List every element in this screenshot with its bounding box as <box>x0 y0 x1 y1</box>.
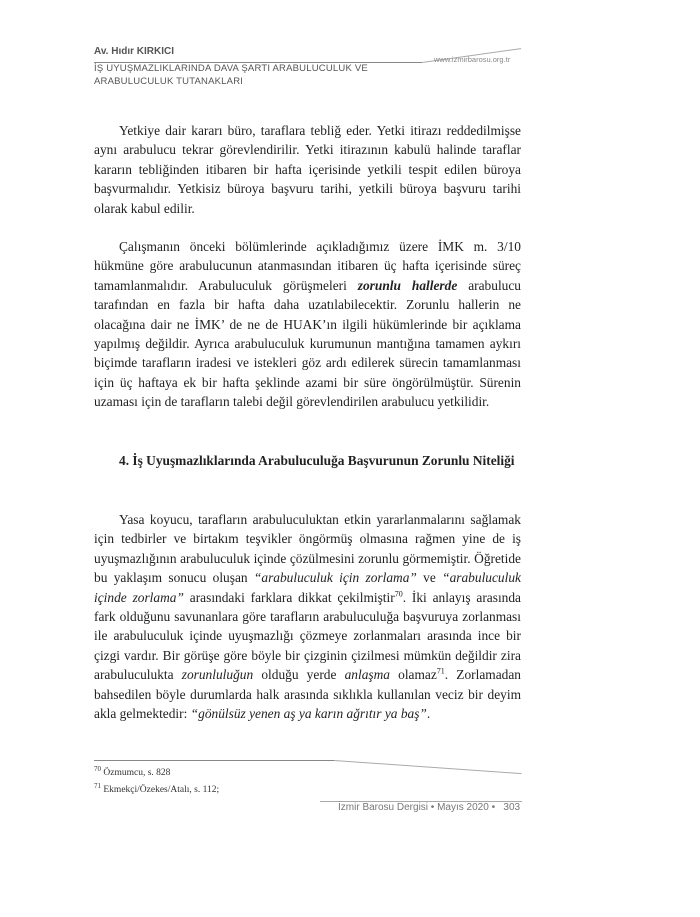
p3-part6: olamaz <box>389 667 437 683</box>
p3-part5: olduğu yerde <box>253 667 345 683</box>
footer-page-number: 303 <box>503 802 521 813</box>
p3-italic2: anlaşma <box>344 667 390 683</box>
paragraph-2 <box>94 237 521 412</box>
p3-part7: . Zorlamadan bahsedilen böyle durumlarda halk arasında sıklıkla kullanılan veciz bir deyim akla gelmektedir: <box>94 667 521 722</box>
footer-journal: İzmir Barosu Dergisi <box>338 802 429 813</box>
paragraph-3-text <box>94 510 521 723</box>
header-website: www.izmirbarosu.org.tr <box>434 55 511 64</box>
p3-quote2: “arabuluculuk içinde zorlama” <box>94 570 521 605</box>
footnote-71 <box>94 781 220 795</box>
p3-quote3: “gönülsüz yenen aş ya karın ağrıtır ya baş” <box>190 706 427 722</box>
footnote-divider-slant <box>334 760 522 774</box>
footnote-71-number: 71 <box>94 781 101 790</box>
footnote-70 <box>94 764 171 778</box>
p3-part2: ve <box>416 570 443 586</box>
header-title <box>94 63 368 88</box>
p3-part4: . İki anlayış arasında fark olduğunu savunanlara göre tarafların arabuluculuğa başvuruya zorlanması ile arabuluculuk içinde uyuşmazlığı çözmeye zorlanmaları arasında ince bir çizgi vardır. Bir görüşe göre böyle bir çizginin çizilmesi mümkün değildir zira arabuluculukta <box>94 589 522 683</box>
paragraph-2-emphasis: zorunlu hallerde <box>357 277 458 293</box>
footnote-divider <box>94 760 334 761</box>
footnote-70-number: 70 <box>94 764 101 773</box>
p3-part8: . <box>426 706 431 722</box>
paragraph-2-part1: Çalışmanın önceki bölümlerinde açıkladığımız üzere İMK m. 3/10 hükmüne göre arabulucunun atanmasından itibaren üç hafta içerisinde süreç tamamlanmalıdır. Arabuluculuk görüşmeleri <box>94 239 521 293</box>
p3-part3: arasındaki farklara dikkat çekilmiştir <box>183 589 395 605</box>
section-heading: 4. İş Uyuşmazlıklarında Arabuluculuğa Başvurunun Zorunlu Niteliği <box>119 453 515 468</box>
footnote-71-text: Ekmekçi/Özekes/Atalı, s. 112; <box>103 785 220 795</box>
header-author: Av. Hıdır KIRKICI <box>94 46 175 57</box>
page-footer: İzmir Barosu Dergisi • Mayıs 2020 • 303 <box>338 802 521 813</box>
footnote-ref-71[interactable]: 71 <box>436 666 445 676</box>
paragraph-1 <box>94 121 521 218</box>
paragraph-2-part2: arabulucu tarafından en fazla bir hafta daha uzatılabilecektir. Zorunlu hallerin ne olacağına dair ne İMK’ de ne de HUAK’ın ilgili hükümlerinde bir açıklama yapılmış değildir. Ayrıca arabuluculuk kurumunun mantığına tamamen aykırı biçimde tarafların iradesi ve istekleri göz ardı edilerek sürecin tamamlanması için üç haftaya ek bir hafta şeklinde azami bir süre öngörülmüştür. Sürenin uzaması için de tarafların talebi değil görevlendirilen arabulucu yetkilidir. <box>94 277 521 410</box>
paragraph-3 <box>94 510 521 723</box>
p3-italic1: zorunluluğun <box>181 667 254 683</box>
footnote-ref-70[interactable]: 70 <box>394 589 403 599</box>
p3-part1: Yasa koyucu, tarafların arabuluculuktan etkin yararlanmalarını sağlamak için tedbirler ve birtakım teşvikler öngörmüş olmasına rağmen yine de iş uyuşmazlığının arabuluculuk içinde çözülmesini zorunlu görmemiştir. Öğretide bu yaklaşım sonucu oluşan <box>94 512 521 586</box>
footnote-70-text: Özmumcu, s. 828 <box>103 768 171 778</box>
paragraph-2-text <box>94 237 521 412</box>
header-title-line2: ARABULUCULUK TUTANAKLARI <box>94 75 244 87</box>
p3-quote1: “arabuluculuk için zorlama” <box>253 570 417 586</box>
header-title-line1: İŞ UYUŞMAZLIKLARINDA DAVA ŞARTI ARABULUCULUK VE <box>94 63 368 74</box>
footer-date: Mayıs 2020 <box>437 802 489 813</box>
paragraph-1-text: Yetkiye dair kararı büro, taraflara tebliğ eder. Yetki itirazı reddedilmişse aynı arabulucu tekrar görevlendirilir. Yetki itirazının kabulü halinde taraflar kararın tebliğinden itibaren bir hafta içerisinde yetkili tespit edilen büroya başvurmalıdır. Yetkisiz büroya başvuru tarihi, yetkili büroya başvuru tarihi olarak kabul edilir. <box>94 123 521 216</box>
